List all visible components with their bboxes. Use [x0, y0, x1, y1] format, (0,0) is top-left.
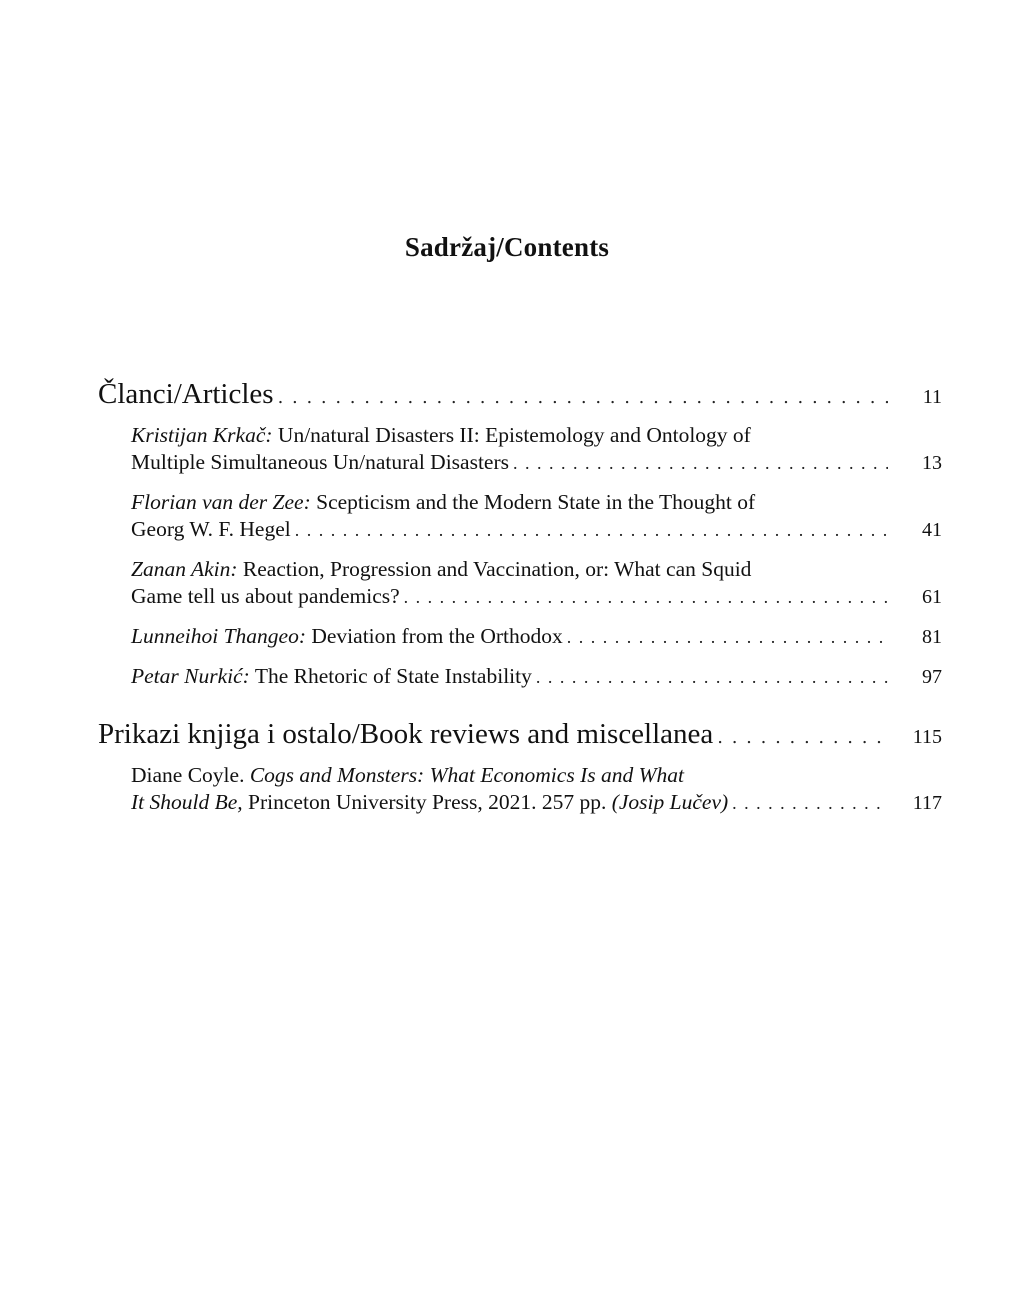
entry-author: Petar Nurkić:	[131, 664, 250, 688]
entry-title: Scepticism and the Modern State in the Thought of	[310, 490, 756, 514]
articles-section	[98, 378, 942, 703]
reviews-heading: Prikazi knjiga i ostalo/Book reviews and miscellanea	[98, 718, 714, 750]
entry-title: The Rhetoric of State Instability	[249, 664, 532, 688]
entry-author: Zanan Akin:	[131, 557, 238, 581]
toc-entry	[131, 762, 942, 817]
dot-leader	[732, 790, 888, 817]
reviews-section	[98, 718, 942, 829]
entry-second-line	[131, 789, 942, 817]
reviewer: (Josip Lučev)	[611, 790, 729, 814]
entry-page-number: 41	[922, 519, 942, 541]
toc-entry	[131, 623, 942, 651]
entry-author: Kristijan Krkač:	[131, 423, 273, 447]
articles-heading: Članci/Articles	[98, 378, 274, 410]
entry-page-number: 97	[922, 666, 942, 688]
dot-leader	[278, 387, 888, 408]
entry-title-continued: Game tell us about pandemics?	[131, 584, 400, 608]
entry-title: Reaction, Progression and Vaccination, or: What can Squid	[237, 557, 752, 581]
book-title-continued: It Should Be,	[131, 790, 243, 814]
entry-author: Florian van der Zee:	[131, 490, 311, 514]
entry-page-number: 117	[912, 792, 942, 814]
entry-page-number: 81	[922, 626, 942, 648]
book-publisher: Princeton University Press, 2021. 257 pp.	[242, 790, 612, 814]
dot-leader	[513, 450, 888, 477]
entry-text	[131, 789, 728, 816]
entry-second-line	[131, 583, 942, 611]
book-author: Diane Coyle.	[131, 763, 250, 787]
entry-title-continued: Multiple Simultaneous Un/natural Disasters	[131, 450, 509, 474]
entry-line	[131, 623, 942, 651]
entry-second-line	[131, 449, 942, 477]
dot-leader	[717, 727, 888, 748]
reviews-page-number: 115	[912, 726, 942, 748]
toc-entry	[131, 663, 942, 691]
entry-text	[131, 623, 563, 650]
entry-first-line	[131, 489, 942, 516]
reviews-heading-row	[98, 718, 942, 756]
entry-second-line	[131, 516, 942, 544]
entry-author: Lunneihoi Thangeo:	[131, 624, 306, 648]
toc-entry	[131, 556, 942, 611]
toc-entry	[131, 422, 942, 477]
dot-leader	[404, 584, 888, 611]
entry-page-number: 13	[922, 452, 942, 474]
articles-heading-row	[98, 378, 942, 416]
dot-leader	[295, 517, 888, 544]
reviews-entries	[98, 762, 942, 817]
entry-title: Deviation from the Orthodox	[305, 624, 563, 648]
articles-entries	[98, 422, 942, 691]
dot-leader	[536, 664, 888, 691]
entry-first-line	[131, 762, 942, 789]
book-title: Cogs and Monsters: What Economics Is and What	[249, 763, 684, 787]
entry-text	[131, 663, 532, 690]
entry-line	[131, 663, 942, 691]
entry-page-number: 61	[922, 586, 942, 608]
entry-first-line	[131, 556, 942, 583]
entry-first-line	[131, 422, 942, 449]
page-title: Sadržaj/Contents	[404, 232, 610, 262]
articles-page-number: 11	[922, 386, 942, 408]
entry-title: Un/natural Disasters II: Epistemology and Ontology of	[272, 423, 751, 447]
toc-entry	[131, 489, 942, 544]
dot-leader	[567, 624, 888, 651]
entry-title-continued: Georg W. F. Hegel	[131, 517, 291, 541]
